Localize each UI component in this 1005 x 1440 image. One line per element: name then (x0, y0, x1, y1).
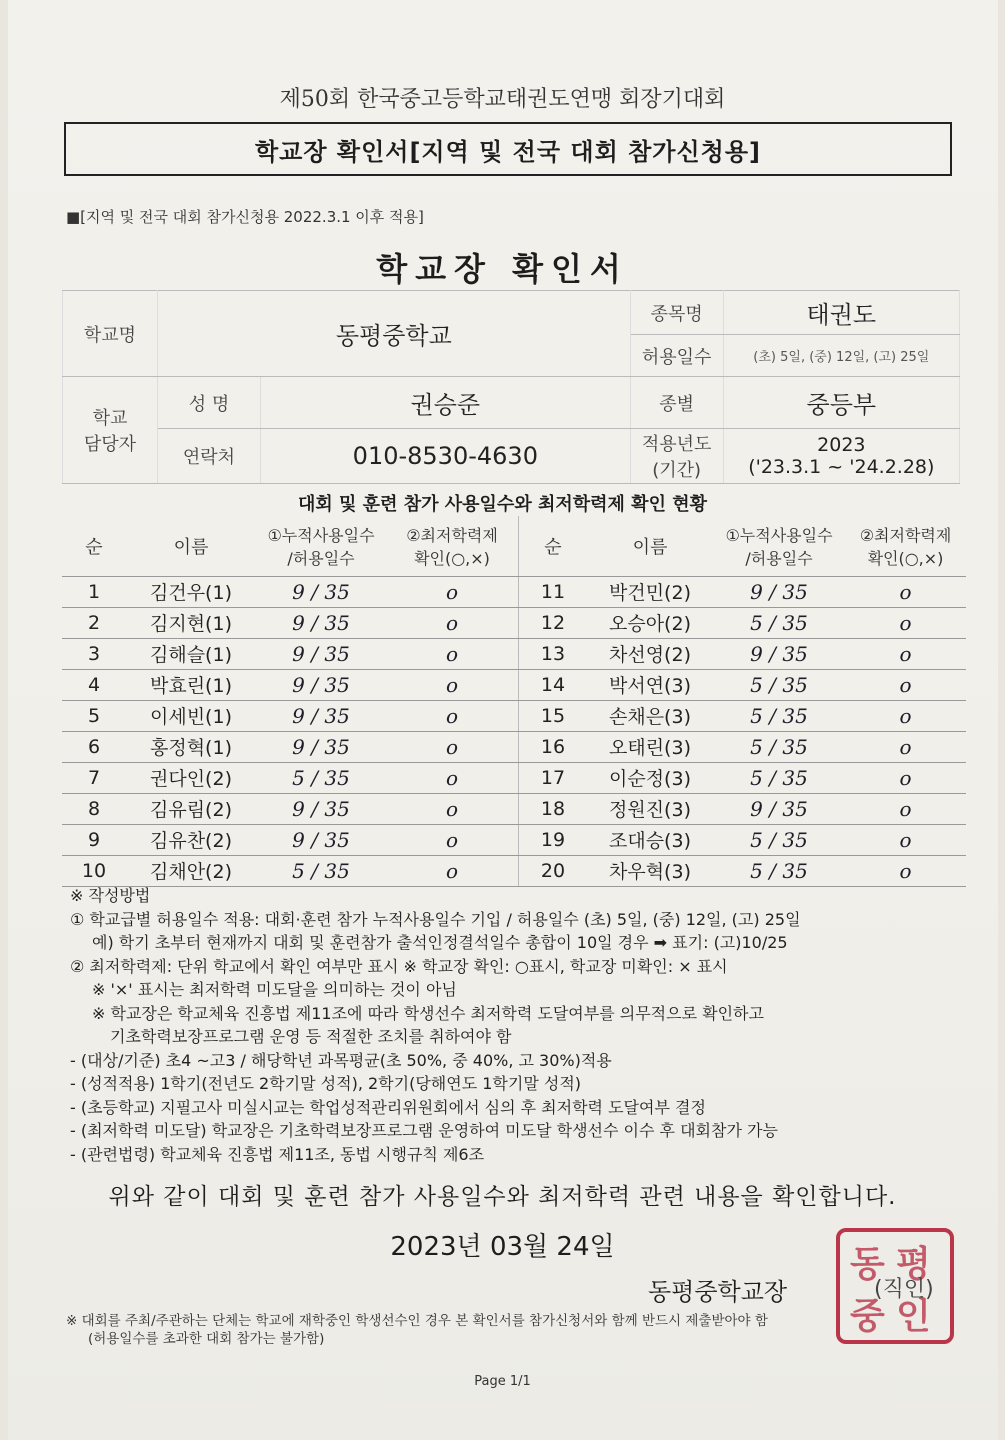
min-academic-check: o (386, 576, 519, 607)
student-name: 정원진(3) (587, 793, 713, 824)
roster-table (62, 516, 966, 887)
days-used: 9 / 35 (256, 700, 386, 731)
boxed-title (64, 122, 952, 176)
student-name: 손채은(3) (587, 700, 713, 731)
days-used: 5 / 35 (713, 855, 845, 886)
row-number: 7 (62, 762, 126, 793)
days-used: 9 / 35 (256, 607, 386, 638)
instruction-line: ※ 학교장은 학교체육 진흥법 제11조에 따라 학생선수 최저학력 도달여부를 의무적으로 확인하고 (92, 1003, 764, 1023)
min-academic-check: o (386, 669, 519, 700)
min-academic-check: o (386, 793, 519, 824)
row-number: 8 (62, 793, 126, 824)
table-row (62, 855, 966, 886)
row-number: 13 (519, 638, 588, 669)
row-number: 12 (519, 607, 588, 638)
row-number: 18 (519, 793, 588, 824)
col-check-left: ②최저학력제 확인(○,×) (386, 516, 519, 576)
student-name: 박건민(2) (587, 576, 713, 607)
student-name: 권다인(2) (126, 762, 256, 793)
table-row (62, 824, 966, 855)
student-name: 오태린(3) (587, 731, 713, 762)
student-name: 박효린(1) (126, 669, 256, 700)
student-name: 김해슬(1) (126, 638, 256, 669)
year-period: ('23.3.1 ~ '24.2.28) (748, 456, 935, 478)
min-academic-check: o (845, 638, 966, 669)
official-seal-stamp: 동 평 중 인 (836, 1228, 954, 1344)
col-check-right: ②최저학력제 확인(○,×) (845, 516, 966, 576)
school-label: 학교명 (63, 291, 158, 377)
days-used: 5 / 35 (713, 669, 845, 700)
days-used: 9 / 35 (256, 731, 386, 762)
min-academic-check: o (845, 824, 966, 855)
instruction-line: 기초학력보장프로그램 운영 등 적절한 조치를 취하여야 함 (110, 1027, 512, 1046)
page-number: Page 1/1 (474, 1374, 531, 1389)
days-used: 9 / 35 (256, 638, 386, 669)
allowed-days-label: 허용일수 (630, 335, 723, 377)
instruction-line: ※ '×' 표시는 최저학력 미도달을 의미하는 것이 아님 (92, 980, 457, 999)
instruction-line: - (관련법령) 학교체육 진흥법 제11조, 동법 시행규칙 제6조 (70, 1144, 485, 1164)
col-no-left: 순 (62, 516, 126, 576)
table-row (62, 576, 966, 607)
min-academic-check: o (845, 731, 966, 762)
min-academic-check: o (845, 793, 966, 824)
student-name: 김건우(1) (126, 576, 256, 607)
sport-value: 태권도 (723, 291, 959, 335)
student-name: 조대승(3) (587, 824, 713, 855)
days-used: 9 / 35 (713, 576, 845, 607)
row-number: 15 (519, 700, 588, 731)
row-number: 14 (519, 669, 588, 700)
instructions-heading: ※ 작성방법 (70, 886, 151, 905)
footnote-line: ※ 대회를 주최/주관하는 단체는 학교에 재학중인 학생선수인 경우 본 확인서를 참가신청서와 함께 반드시 제출받아야 함 (66, 1313, 768, 1329)
min-academic-check: o (845, 669, 966, 700)
student-name: 김채안(2) (126, 855, 256, 886)
min-academic-check: o (845, 576, 966, 607)
table-row (62, 638, 966, 669)
student-name: 김유림(2) (126, 793, 256, 824)
name-value: 권승준 (261, 377, 631, 429)
event-title: 제50회 한국중고등학교태권도연맹 회장기대회 (279, 87, 726, 112)
writing-instructions (70, 884, 970, 1166)
days-used: 9 / 35 (256, 576, 386, 607)
contact-person-label: 학교 담당자 (63, 377, 158, 484)
footnote-line: (허용일수를 초과한 대회 참가는 불가함) (88, 1331, 325, 1347)
min-academic-check: o (386, 855, 519, 886)
phone-value: 010-8530-4630 (261, 429, 631, 484)
table-row (62, 607, 966, 638)
days-used: 9 / 35 (713, 793, 845, 824)
col-days-right: ①누적사용일수 /허용일수 (713, 516, 845, 576)
student-name: 차우혁(3) (587, 855, 713, 886)
instruction-line: - (대상/기준) 초4 ~고3 / 해당학년 과목평균(초 50%, 중 40%, 고 30%)적용 (70, 1050, 612, 1070)
row-number: 1 (62, 576, 126, 607)
days-used: 5 / 35 (713, 607, 845, 638)
footnote (66, 1312, 966, 1348)
year-label: 적용년도 (기간) (630, 429, 723, 484)
row-number: 10 (62, 855, 126, 886)
principal-title: 동평중학교장 (648, 1278, 788, 1306)
row-number: 16 (519, 731, 588, 762)
table-row (62, 731, 966, 762)
student-name: 박서연(3) (587, 669, 713, 700)
days-used: 5 / 35 (713, 700, 845, 731)
min-academic-check: o (386, 824, 519, 855)
row-number: 9 (62, 824, 126, 855)
row-number: 4 (62, 669, 126, 700)
student-name: 홍정혁(1) (126, 731, 256, 762)
days-used: 5 / 35 (713, 824, 845, 855)
row-number: 19 (519, 824, 588, 855)
student-name: 오승아(2) (587, 607, 713, 638)
row-number: 2 (62, 607, 126, 638)
min-academic-check: o (845, 762, 966, 793)
col-name-left: 이름 (126, 516, 256, 576)
school-value: 동평중학교 (158, 291, 631, 377)
col-no-right: 순 (519, 516, 588, 576)
applicability-note: ■[지역 및 전국 대회 참가신청용 2022.3.1 이후 적용] (66, 208, 424, 226)
days-used: 9 / 35 (256, 824, 386, 855)
row-number: 3 (62, 638, 126, 669)
days-used: 9 / 35 (713, 638, 845, 669)
min-academic-check: o (845, 700, 966, 731)
instruction-line: - (초등학교) 지필고사 미실시교는 학업성적관리위원회에서 심의 후 최저학력 도달여부 결정 (70, 1097, 706, 1117)
table-row (62, 700, 966, 731)
min-academic-check: o (845, 855, 966, 886)
division-label: 종별 (630, 377, 723, 429)
name-label: 성 명 (158, 377, 261, 429)
min-academic-check: o (386, 731, 519, 762)
row-number: 11 (519, 576, 588, 607)
row-number: 20 (519, 855, 588, 886)
instruction-line: ② 최저학력제: 단위 학교에서 확인 여부만 표시 ※ 학교장 확인: ○표시, 학교장 미확인: × 표시 (70, 956, 728, 976)
row-number: 5 (62, 700, 126, 731)
min-academic-check: o (845, 607, 966, 638)
col-name-right: 이름 (587, 516, 713, 576)
instruction-line: ① 학교급별 허용일수 적용: 대회·훈련 참가 누적사용일수 기입 / 허용일수 (초) 5일, (중) 12일, (고) 25일 (70, 909, 801, 929)
days-used: 9 / 35 (256, 669, 386, 700)
col-days-left: ①누적사용일수 /허용일수 (256, 516, 386, 576)
days-used: 5 / 35 (256, 855, 386, 886)
year-cell (723, 429, 959, 484)
issue-date: 2023년 03월 24일 (390, 1232, 615, 1262)
student-name: 김유찬(2) (126, 824, 256, 855)
min-academic-check: o (386, 638, 519, 669)
row-number: 17 (519, 762, 588, 793)
student-name: 차선영(2) (587, 638, 713, 669)
seal-label: (직인) (874, 1277, 934, 1302)
boxed-title-text: 학교장 확인서[지역 및 전국 대회 참가신청용] (254, 137, 762, 166)
table-row (62, 762, 966, 793)
instruction-line: - (성적적용) 1학기(전년도 2학기말 성적), 2학기(당해연도 1학기말 성적) (70, 1074, 582, 1093)
min-academic-check: o (386, 700, 519, 731)
phone-label: 연락처 (158, 429, 261, 484)
days-used: 9 / 35 (256, 793, 386, 824)
sport-label: 종목명 (630, 291, 723, 335)
year-value: 2023 (817, 434, 866, 456)
page-title: 학교장 확인서 (376, 250, 629, 288)
min-academic-check: o (386, 762, 519, 793)
days-used: 5 / 35 (713, 731, 845, 762)
student-name: 이순정(3) (587, 762, 713, 793)
student-name: 이세빈(1) (126, 700, 256, 731)
student-name: 김지현(1) (126, 607, 256, 638)
division-value: 중등부 (723, 377, 959, 429)
instruction-line: 예) 학기 초부터 현재까지 대회 및 훈련참가 출석인정결석일수 총합이 10일 경우 ➡ 표기: (고)10/25 (92, 933, 788, 952)
school-info-table (62, 290, 960, 484)
days-used: 5 / 35 (256, 762, 386, 793)
instruction-line: - (최저학력 미도달) 학교장은 기초학력보장프로그램 운영하여 미도달 학생선수 이수 후 대회참가 가능 (70, 1121, 778, 1140)
min-academic-check: o (386, 607, 519, 638)
confirmation-statement: 위와 같이 대회 및 훈련 참가 사용일수와 최저학력 관련 내용을 확인합니다. (108, 1184, 897, 1210)
days-used: 5 / 35 (713, 762, 845, 793)
roster-section-title: 대회 및 훈련 참가 사용일수와 최저학력제 확인 현황 (297, 494, 707, 515)
table-row (62, 793, 966, 824)
table-row (62, 669, 966, 700)
row-number: 6 (62, 731, 126, 762)
allowed-days-value: (초) 5일, (중) 12일, (고) 25일 (723, 335, 959, 377)
